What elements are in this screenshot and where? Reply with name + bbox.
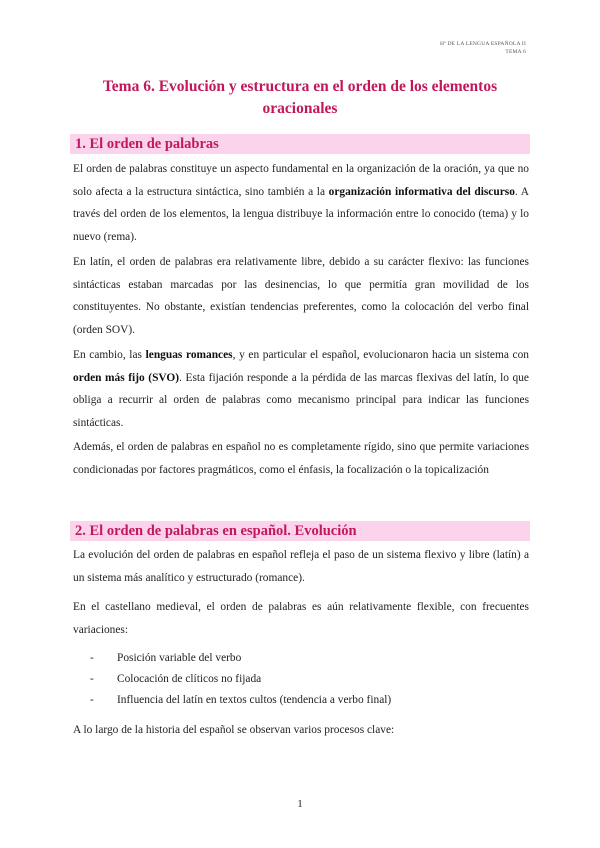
list-item-text: Colocación de clíticos no fijada <box>117 673 262 685</box>
bullet-dash: - <box>90 673 94 685</box>
paragraph-3-text-b: , y en particular el español, evolucionaron hacia un sistema con <box>232 349 529 361</box>
paragraph-1-text-b: . A través del orden de los elementos, la lengua distribuye la información entre lo conocido (tema) y lo nuevo (rema). <box>73 185 529 243</box>
section-heading-1 <box>70 134 530 154</box>
paragraph-1-text-a: El orden de palabras constituye un aspecto fundamental en la organización de la oración, ya que no solo afecta a la estructura sintáctica, sino también a la <box>73 163 529 198</box>
header-course: Hª DE LA LENGUA ESPAÑOLA II <box>439 41 526 47</box>
paragraph-3-text-c: . Esta fijación responde a la pérdida de las marcas flexivas del latín, lo que obliga a recurrir al orden de palabras como mecanismo principal para indicar las funciones sintácticas. <box>73 371 529 429</box>
feature-list <box>90 648 520 711</box>
bullet-dash: - <box>90 694 94 706</box>
running-header <box>440 40 526 56</box>
paragraph-3 <box>73 344 529 434</box>
paragraph-3-text-a: En cambio, las <box>73 349 146 361</box>
paragraph-3-bold-2: orden más fijo (SVO) <box>73 371 180 384</box>
section-heading-2-text: 2. El orden de palabras en español. Evolución <box>75 523 357 539</box>
paragraph-2: En latín, el orden de palabras era relativamente libre, debido a su carácter flexivo: las funciones sintácticas estaban marcadas por las desinencias, lo que permitía gran movilidad de los constituyentes. No obstante, existían tendencias preferentes, como la colocación del verbo final (orden SOV). <box>73 256 529 336</box>
paragraph-4: Además, el orden de palabras en español no es completamente rígido, sino que permite variaciones condicionadas por factores pragmáticos, como el énfasis, la focalización o la topicalización <box>73 441 529 476</box>
page-number: 1 <box>297 798 303 810</box>
paragraph-7: A lo largo de la historia del español se observan varios procesos clave: <box>73 724 395 736</box>
list-item <box>90 690 520 711</box>
paragraph-1-bold: organización informativa del discurso <box>328 185 515 198</box>
paragraph-6: En el castellano medieval, el orden de palabras es aún relativamente flexible, con frecuentes variaciones: <box>73 601 529 636</box>
paragraph-1 <box>73 158 529 248</box>
section-heading-1-text: 1. El orden de palabras <box>75 136 219 152</box>
list-item <box>90 669 520 690</box>
header-topic: TEMA 6 <box>505 49 526 55</box>
paragraph-5: La evolución del orden de palabras en español refleja el paso de un sistema flexivo y libre (latín) a un sistema más analítico y estructurado (romance). <box>73 549 529 584</box>
list-item <box>90 648 520 669</box>
section-heading-2 <box>70 521 530 541</box>
document-title: Tema 6. Evolución y estructura en el orden de los elementos oracionales <box>102 78 498 117</box>
list-item-text: Influencia del latín en textos cultos (tendencia a verbo final) <box>117 694 392 706</box>
bullet-dash: - <box>90 652 94 664</box>
paragraph-3-bold-1: lenguas romances <box>145 349 233 361</box>
list-item-text: Posición variable del verbo <box>117 652 242 664</box>
